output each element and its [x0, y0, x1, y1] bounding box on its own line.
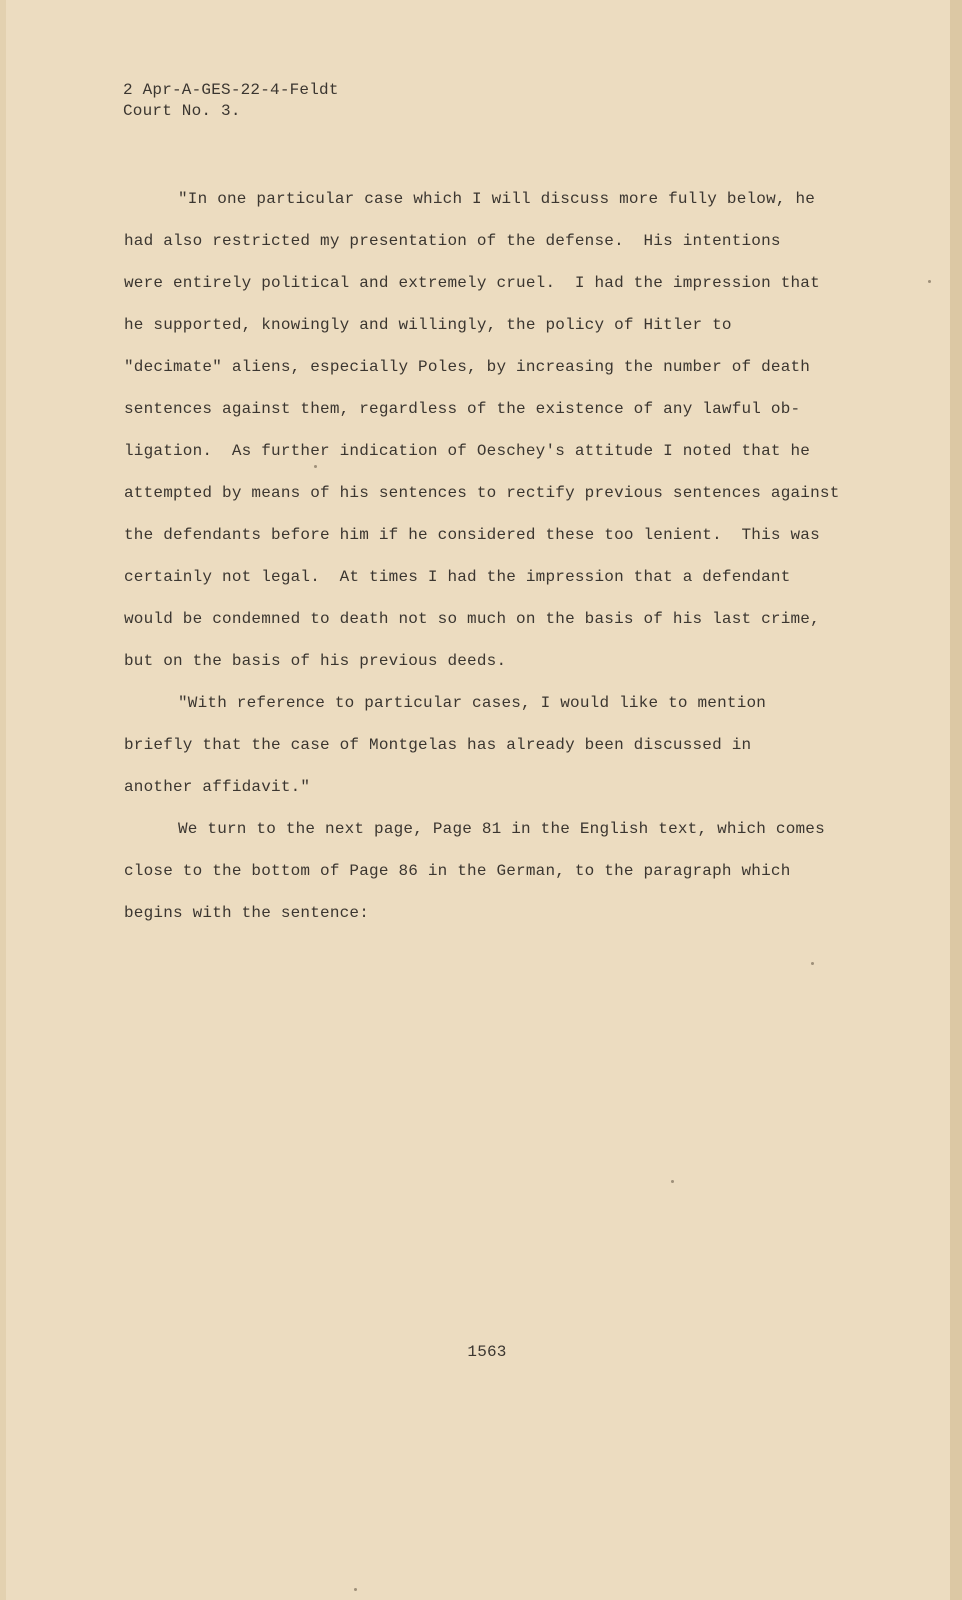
body-line: sentences against them, regardless of the existence of any lawful ob- — [124, 400, 801, 418]
paper-speck — [354, 1588, 357, 1591]
body-line: "In one particular case which I will discuss more fully below, he — [178, 190, 816, 208]
body-line: "decimate" aliens, especially Poles, by increasing the number of death — [124, 358, 811, 376]
paper-speck — [811, 962, 814, 965]
body-line: certainly not legal. At times I had the impression that a defendant — [124, 568, 791, 586]
body-line: close to the bottom of Page 86 in the German, to the paragraph which — [124, 862, 791, 880]
body-line: but on the basis of his previous deeds. — [124, 652, 507, 670]
body-line: he supported, knowingly and willingly, the policy of Hitler to — [124, 316, 732, 334]
body-line: briefly that the case of Montgelas has already been discussed in — [124, 736, 752, 754]
body-line: the defendants before him if he considered these too lenient. This was — [124, 526, 820, 544]
body-line: had also restricted my presentation of the defense. His intentions — [124, 232, 781, 250]
body-line: attempted by means of his sentences to rectify previous sentences against — [124, 484, 840, 502]
paper-speck — [314, 465, 317, 468]
body-line: "With reference to particular cases, I would like to mention — [178, 694, 767, 712]
header-court-line: Court No. 3. — [123, 102, 241, 120]
page-number: 1563 — [467, 1343, 507, 1361]
document-header — [123, 80, 339, 122]
body-line: We turn to the next page, Page 81 in the English text, which comes — [178, 820, 825, 838]
header-session-line: 2 Apr-A-GES-22-4-Feldt — [123, 81, 339, 99]
body-line: begins with the sentence: — [124, 904, 370, 922]
paper-speck — [671, 1180, 674, 1183]
body-line: another affidavit." — [124, 778, 311, 796]
paper-speck — [928, 280, 931, 283]
body-line: were entirely political and extremely cruel. I had the impression that — [124, 274, 820, 292]
body-line: would be condemned to death not so much on the basis of his last crime, — [124, 610, 820, 628]
document-body — [124, 178, 884, 934]
body-line: ligation. As further indication of Oeschey's attitude I noted that he — [124, 442, 811, 460]
